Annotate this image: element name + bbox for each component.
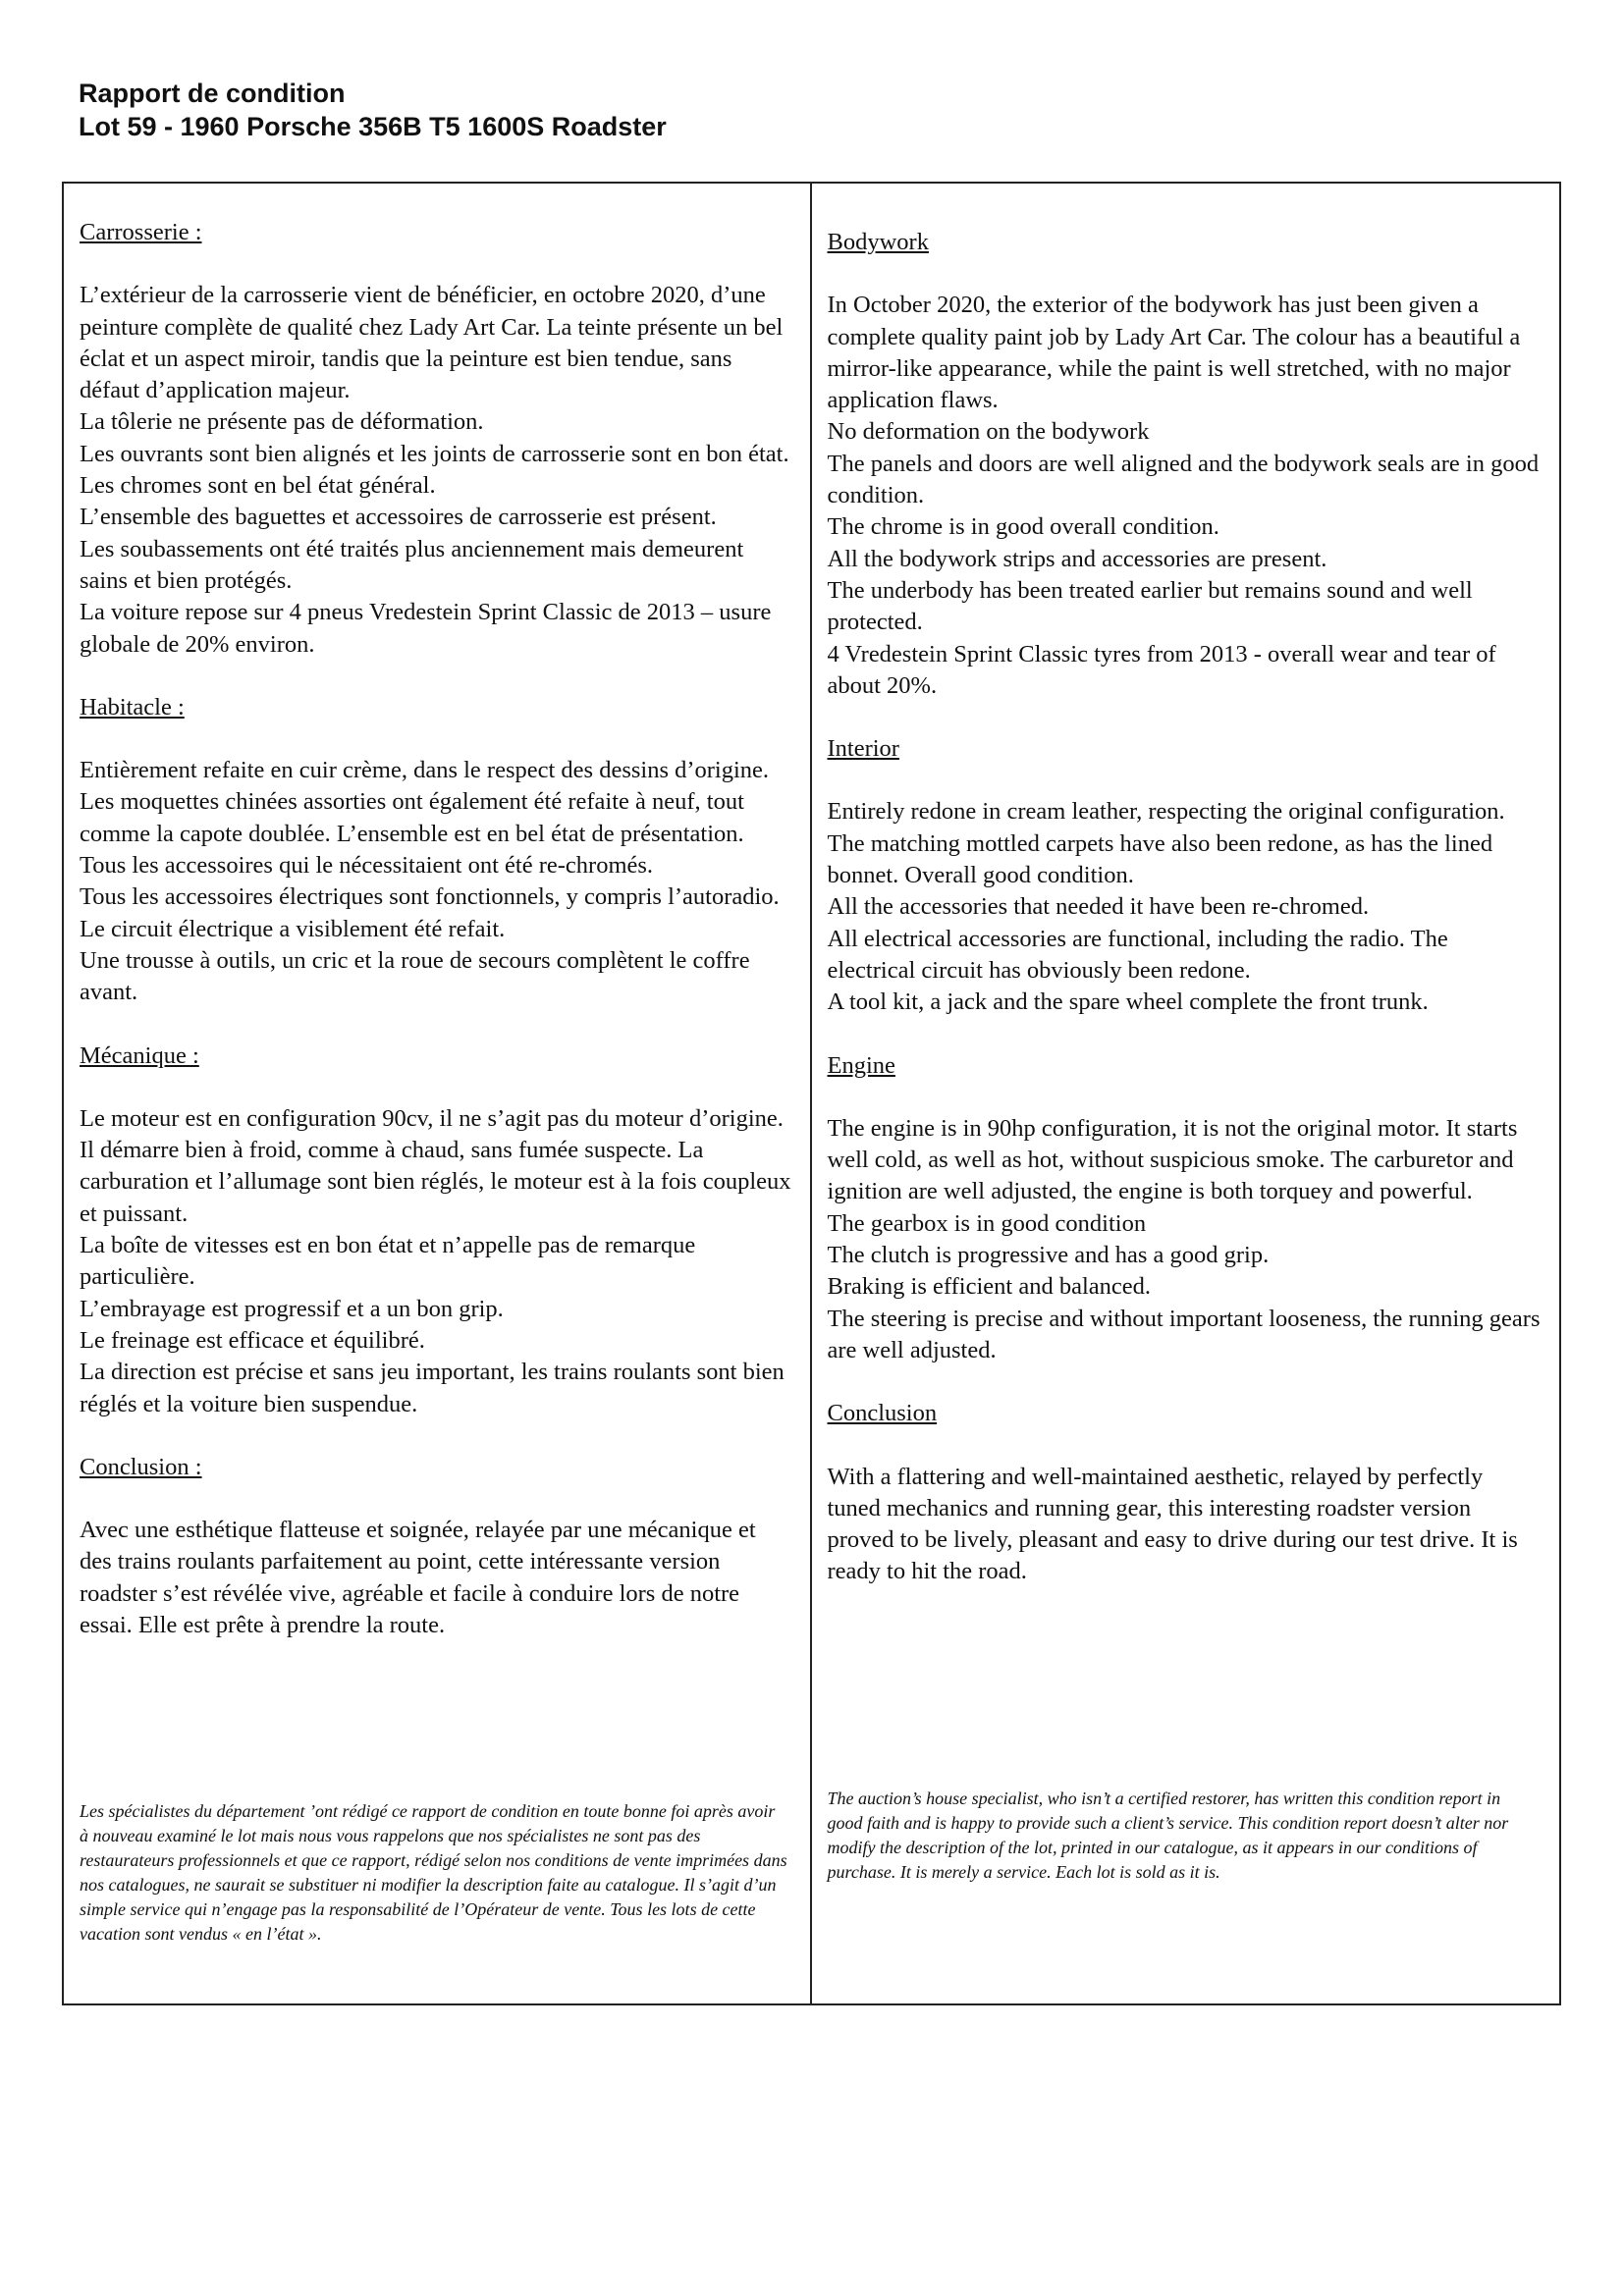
text-line: La boîte de vitesses est en bon état et n’appelle pas de remarque particulière. bbox=[80, 1232, 696, 1291]
section-heading-conclusion-en: Conclusion bbox=[827, 1400, 938, 1427]
text-line: La direction est précise et sans jeu important, les trains roulants sont bien réglés et la voiture bien suspendue. bbox=[80, 1359, 785, 1417]
section-body-habitacle bbox=[80, 755, 792, 1008]
english-column bbox=[812, 184, 1560, 2003]
section-heading-bodywork: Bodywork bbox=[827, 229, 929, 255]
text-line: Tous les accessoires électriques sont fonctionnels, y compris l’autoradio. Le circuit électrique a visiblement été refait. bbox=[80, 883, 780, 942]
text-line: The underbody has been treated earlier but remains sound and well protected. bbox=[827, 576, 1473, 636]
section-heading-mecanique: Mécanique : bbox=[80, 1041, 199, 1069]
text-line: Le freinage est efficace et équilibré. bbox=[80, 1326, 425, 1354]
section-body-carrosserie bbox=[80, 280, 792, 661]
section-heading-habitacle: Habitacle : bbox=[80, 693, 185, 721]
section-body-engine bbox=[828, 1113, 1543, 1366]
text-line: The panels and doors are well aligned and the bodywork seals are in good condition. bbox=[827, 450, 1540, 509]
text-line: All the bodywork strips and accessories are present. bbox=[827, 545, 1327, 572]
text-line: The clutch is progressive and has a good grip. bbox=[827, 1242, 1270, 1269]
text-line: 4 Vredestein Sprint Classic tyres from 2013 - overall wear and tear of about 20%. bbox=[827, 640, 1496, 699]
section-body-mecanique bbox=[80, 1103, 792, 1420]
text-line: Les chromes sont en bel état général. bbox=[80, 472, 436, 500]
text-line: L’extérieur de la carrosserie vient de bénéficier, en octobre 2020, d’une peinture complète de qualité chez Lady Art Car. La teinte présente un bel éclat et un aspect miroir, tandis que la peinture est bien tendue, sans défaut d’application majeur. bbox=[80, 282, 784, 404]
text-line: The engine is in 90hp configuration, it is not the original motor. It starts well cold, as well as hot, without suspicious smoke. The carburetor and ignition are well adjusted, the engine is both torquey and powerful. bbox=[827, 1114, 1518, 1205]
text-line: The steering is precise and without important looseness, the running gears are well adjusted. bbox=[827, 1305, 1541, 1363]
section-heading-conclusion: Conclusion : bbox=[80, 1453, 202, 1480]
text-line: Tous les accessoires qui le nécessitaient ont été re-chromés. bbox=[80, 852, 654, 880]
section-body-interior bbox=[828, 796, 1543, 1018]
french-column bbox=[64, 184, 812, 2003]
section-body-conclusion: Avec une esthétique flatteuse et soignée, relayée par une mécanique et des trains roulants parfaitement au point, cette intéressante version roadster s’est révélée vive, agréable et facile à conduire lors de notre essai. Elle est prête à prendre la route. bbox=[80, 1517, 756, 1638]
section-heading-engine: Engine bbox=[827, 1051, 895, 1079]
text-line: A tool kit, a jack and the spare wheel complete the front trunk. bbox=[827, 988, 1429, 1016]
text-line: In October 2020, the exterior of the bodywork has just been given a complete quality paint job by Lady Art Car. The colour has a beautiful a mirror-like appearance, while the paint is well stretched, with no major application flaws. bbox=[827, 292, 1521, 414]
text-line: La voiture repose sur 4 pneus Vredestein Sprint Classic de 2013 – usure globale de 20% environ. bbox=[80, 599, 772, 658]
text-line: La tôlerie ne présente pas de déformation. bbox=[80, 408, 484, 436]
text-line: Les soubassements ont été traités plus anciennement mais demeurent sains et bien protégés. bbox=[80, 535, 744, 594]
text-line: All the accessories that needed it have been re-chromed. bbox=[827, 893, 1370, 921]
text-line: The chrome is in good overall condition. bbox=[827, 513, 1219, 541]
section-body-bodywork bbox=[828, 290, 1543, 702]
lot-title: Lot 59 - 1960 Porsche 356B T5 1600S Roadster bbox=[79, 112, 667, 141]
text-line: Une trousse à outils, un cric et la roue de secours complètent le coffre avant. bbox=[80, 946, 750, 1006]
text-line: Entièrement refaite en cuir crème, dans le respect des dessins d’origine. Les moquettes chinées assorties ont également été refaite à neuf, tout comme la capote doublée. L’ensemble est en bel état de présentation. bbox=[80, 757, 770, 847]
report-header bbox=[79, 77, 667, 143]
text-line: L’embrayage est progressif et a un bon grip. bbox=[80, 1295, 504, 1322]
text-line: Entirely redone in cream leather, respecting the original configuration. The matching mottled carpets have also been redone, as has the lined bonnet. Overall good condition. bbox=[827, 798, 1505, 889]
text-line: Le moteur est en configuration 90cv, il ne s’agit pas du moteur d’origine. bbox=[80, 1104, 784, 1132]
text-line: Braking is efficient and balanced. bbox=[827, 1273, 1151, 1301]
text-line: No deformation on the bodywork bbox=[827, 418, 1150, 446]
disclaimer-fr: Les spécialistes du département ’ont rédigé ce rapport de condition en toute bonne foi après avoir à nouveau examiné le lot mais nous vous rappelons que nos spécialistes ne sont pas des restaurateurs professionnels et que ce rapport, rédigé selon nos conditions de vente imprimées dans nos catalogues, ne saurait se substituer ni modifier la description faite au catalogue. Il s’agit d’un simple service qui n’engage pas la responsabilité de l’Opérateur de vente. Tous les lots de cette vacation sont vendus « en l’état ». bbox=[80, 1801, 787, 1944]
report-table bbox=[62, 182, 1561, 2005]
text-line: Les ouvrants sont bien alignés et les joints de carrosserie sont en bon état. bbox=[80, 440, 789, 467]
text-line: The gearbox is in good condition bbox=[827, 1209, 1147, 1237]
disclaimer-en: The auction’s house specialist, who isn’t a certified restorer, has written this condition report in good faith and is happy to provide such a client’s service. This condition report doesn’t alter nor modify the description of the lot, printed in our catalogue, as it appears in our conditions of purchase. It is merely a service. Each lot is sold as it is. bbox=[827, 1789, 1509, 1882]
section-heading-carrosserie: Carrosserie : bbox=[80, 219, 202, 245]
section-heading-interior: Interior bbox=[827, 735, 899, 763]
text-line: L’ensemble des baguettes et accessoires de carrosserie est présent. bbox=[80, 504, 717, 531]
section-body-conclusion-en: With a flattering and well-maintained aesthetic, relayed by perfectly tuned mechanics and running gear, this interesting roadster version proved to be lively, pleasant and easy to drive during our test drive. It is ready to hit the road. bbox=[827, 1463, 1518, 1585]
text-line: Il démarre bien à froid, comme à chaud, sans fumée suspecte. La carburation et l’allumage sont bien réglés, le moteur est à la fois coupleux et puissant. bbox=[80, 1137, 791, 1227]
text-line: All electrical accessories are functional, including the radio. The electrical circuit has obviously been redone. bbox=[827, 925, 1448, 984]
report-title: Rapport de condition bbox=[79, 79, 346, 108]
english-content bbox=[828, 217, 1543, 1588]
